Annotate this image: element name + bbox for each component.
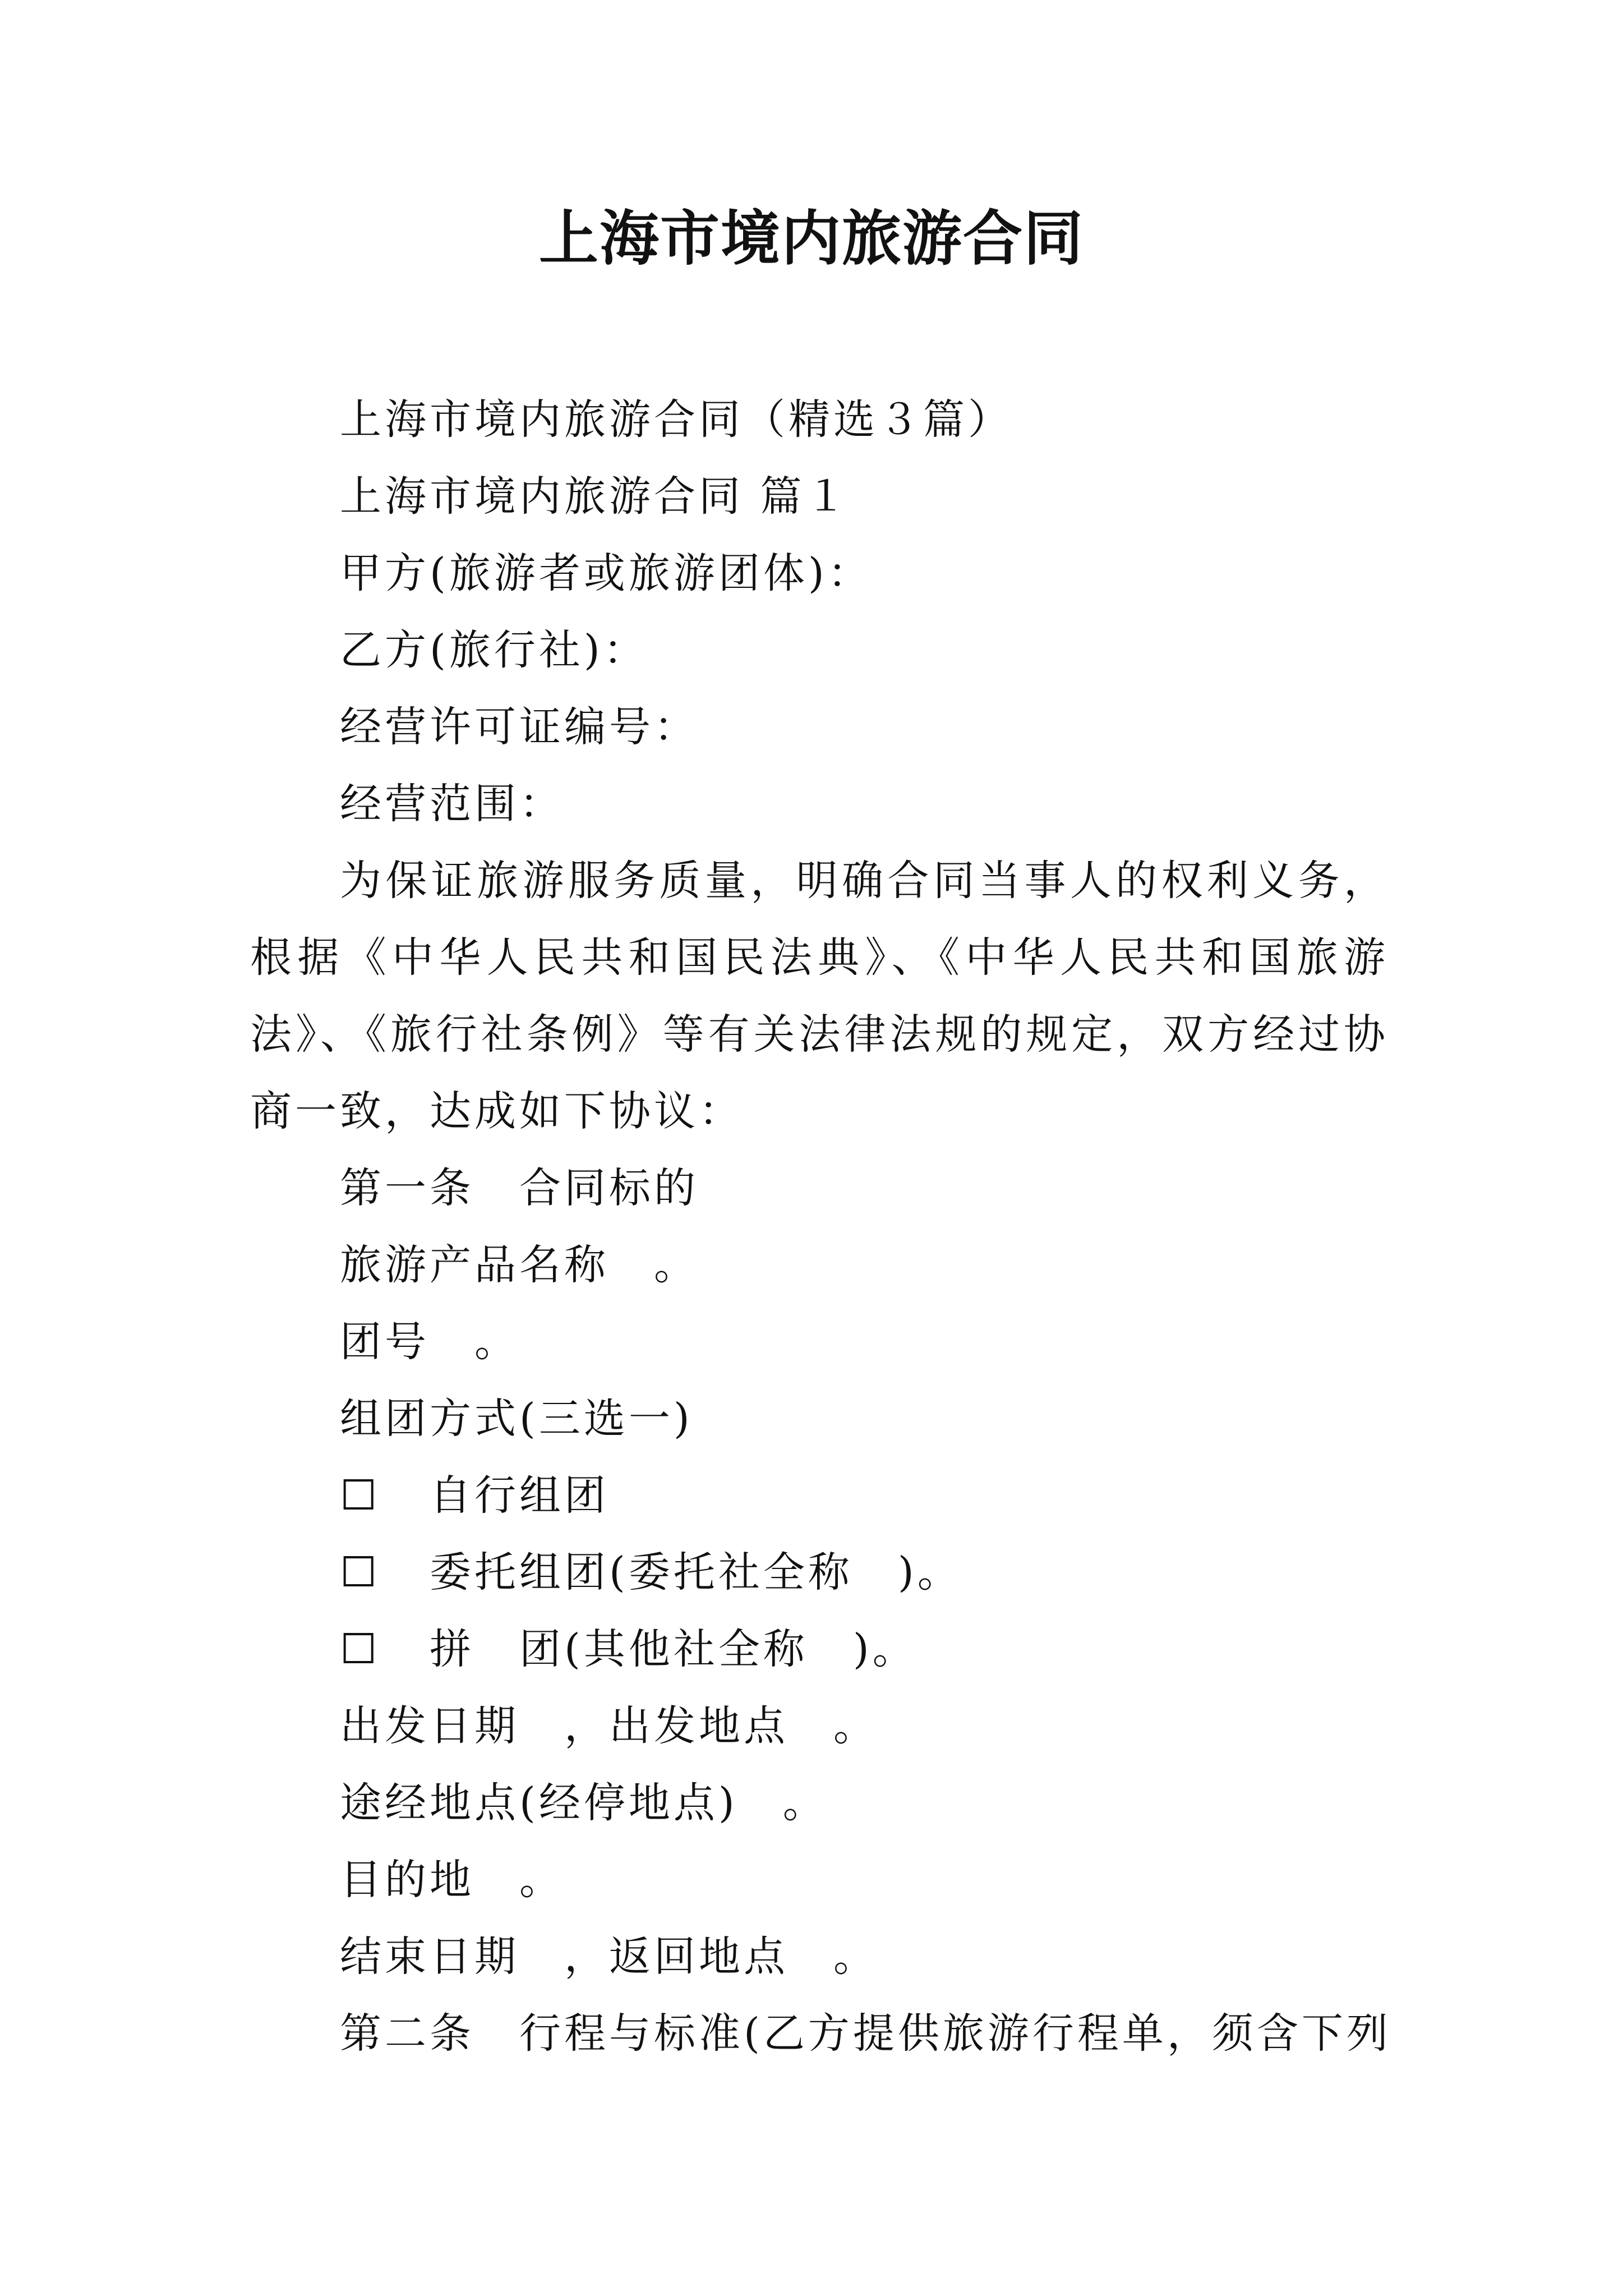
- group-number-line: 团号 。: [340, 1318, 519, 1366]
- checkbox-icon[interactable]: ☐: [340, 1548, 381, 1596]
- option-self-organized: [250, 1457, 1389, 1534]
- end-line: 结束日期 ，返回地点 。: [340, 1932, 878, 1981]
- departure-line: 出发日期 ，出发地点 。: [340, 1702, 878, 1750]
- product-name-line: 旅游产品名称 。: [340, 1241, 699, 1289]
- preamble-paragraph: 为保证旅游服务质量，明确合同当事人的权利义务，根据《中华人民共和国民法典》、《中华人民共和国旅游法》、《旅行社条例》等有关法律法规的规定，双方经过协商一致，达成如下协议：: [250, 857, 1389, 1135]
- document-title: 上海市境内旅游合同: [539, 203, 1084, 273]
- option-label: 自行组团: [430, 1471, 609, 1520]
- article-2-heading: 第二条 行程与标准(乙方提供旅游行程单，须含下列: [340, 2009, 1391, 2058]
- destination-line: 目的地 。: [340, 1856, 564, 1904]
- party-b-line: 乙方(旅行社)：: [340, 626, 648, 674]
- option-label: 拼 团(其他社全称 )。: [430, 1625, 917, 1673]
- article-1-heading: 第一条 合同标的: [340, 1164, 699, 1212]
- party-a-line: 甲方(旅游者或旅游团体)：: [340, 549, 873, 597]
- document-body: [250, 381, 1389, 2072]
- license-number-line: 经营许可证编号：: [340, 703, 699, 751]
- option-combined: [250, 1611, 1389, 1688]
- checkbox-icon[interactable]: ☐: [340, 1625, 381, 1673]
- option-entrusted: [250, 1534, 1389, 1611]
- checkbox-icon[interactable]: ☐: [340, 1471, 381, 1520]
- option-label: 委托组团(委托社全称 )。: [430, 1548, 962, 1596]
- business-scope-line: 经营范围：: [340, 780, 564, 828]
- group-mode-line: 组团方式(三选一): [340, 1395, 693, 1443]
- section-heading: 上海市境内旅游合同 篇１: [340, 472, 850, 521]
- subtitle-line: 上海市境内旅游合同（精选３篇）: [340, 395, 1013, 444]
- via-line: 途经地点(经停地点) 。: [340, 1779, 828, 1827]
